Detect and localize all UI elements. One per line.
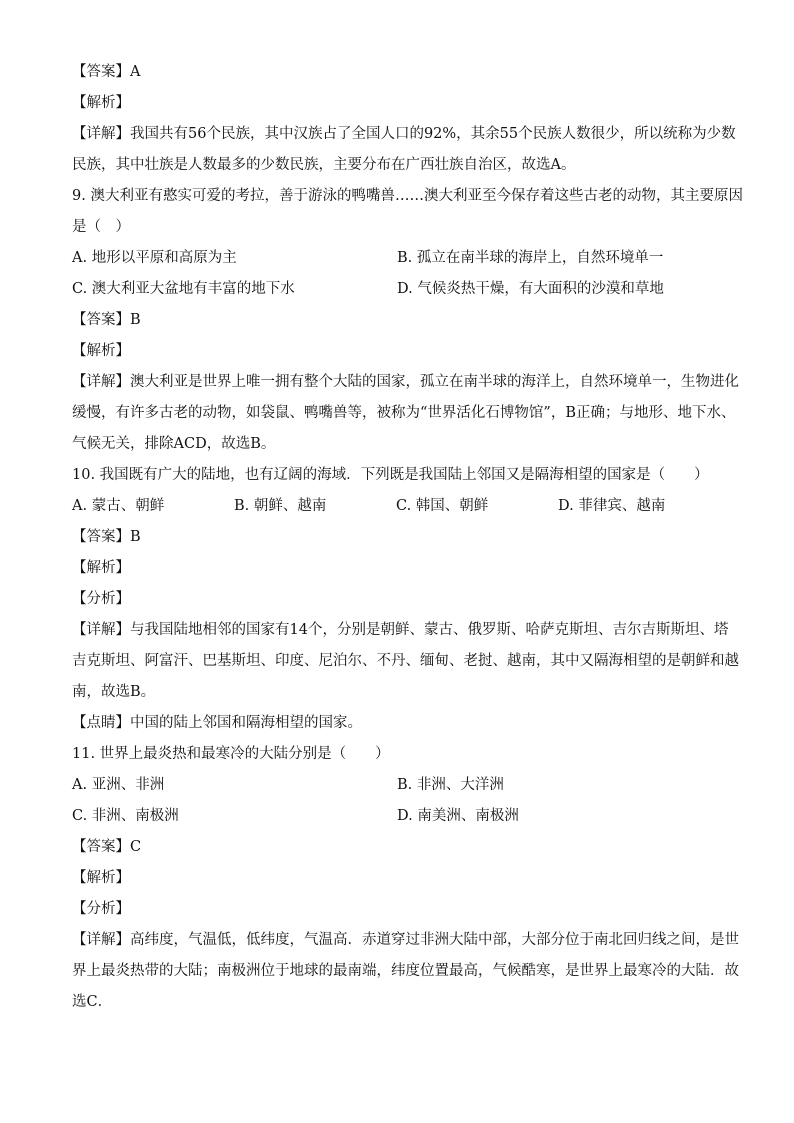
detail-line	[72, 434, 732, 465]
detail-text: 中国的陆上邻国和隔海相望的国家。	[130, 715, 362, 731]
option-item: B. 非洲、大洋洲	[397, 777, 504, 793]
section-tag: 【解析】	[72, 95, 130, 111]
question-text: 是（ ）	[72, 219, 130, 235]
question-text: 9. 澳大利亚有憨实可爱的考拉，善于游泳的鸭嘴兽……澳大利亚至今保存着这些古老的动物，其主要原因	[72, 188, 743, 204]
detail-text: 我国共有56个民族，其中汉族占了全国人口的92%，其余55个民族人数很少，所以统称为少数	[130, 126, 736, 142]
option-item: D. 南美洲、南极洲	[397, 808, 519, 824]
option-item: C. 澳大利亚大盆地有丰富的地下水	[72, 281, 295, 297]
detail-text: 与我国陆地相邻的国家有14个，分别是朝鲜、蒙古、俄罗斯、哈萨克斯坦、吉尔吉斯斯坦、塔	[130, 622, 729, 638]
option-item: A. 地形以平原和高原为主	[72, 250, 237, 266]
detail-tag: 【详解】	[72, 932, 130, 948]
detail-line	[72, 992, 732, 1023]
detail-text: 民族，其中壮族是人数最多的少数民族，主要分布在广西壮族自治区，故选A。	[72, 157, 576, 173]
detail-text: 澳大利亚是世界上唯一拥有整个大陆的国家，孤立在南半球的海洋上，自然环境单一，生物进化	[130, 374, 739, 390]
option-item: C. 韩国、朝鲜	[396, 498, 489, 514]
answer-value: A	[130, 64, 141, 80]
detail-line	[72, 682, 732, 713]
detail-tag: 【点睛】	[72, 715, 130, 731]
detail-text: 南，故选B。	[72, 684, 156, 700]
detail-text: 界上最炎热带的大陆；南极洲位于地球的最南端，纬度位置最高，气候酷寒，是世界上最寒冷的大陆．故	[72, 963, 739, 979]
detail-text: 缓慢，有许多古老的动物，如袋鼠、鸭嘴兽等，被称为“世界活化石博物馆”，B正确；与地形、地下水、	[72, 405, 736, 421]
option-item: B. 孤立在南半球的海岸上，自然环境单一	[397, 250, 664, 266]
section-tag: 【解析】	[72, 560, 130, 576]
answer-tag: 【答案】	[72, 529, 130, 545]
answer-value: B	[130, 312, 141, 328]
option-item: B. 朝鲜、越南	[234, 498, 327, 514]
option-item: A. 蒙古、朝鲜	[72, 498, 165, 514]
option-row	[72, 496, 732, 527]
detail-tag: 【详解】	[72, 126, 130, 142]
section-tag: 【分析】	[72, 591, 130, 607]
section-tag: 【解析】	[72, 870, 130, 886]
answer-tag: 【答案】	[72, 64, 130, 80]
option-item: D. 菲律宾、越南	[558, 498, 666, 514]
answer-line	[72, 527, 732, 558]
option-row	[72, 248, 732, 279]
question-text: 10. 我国既有广大的陆地，也有辽阔的海域．下列既是我国陆上邻国又是隔海相望的国家是（ ）	[72, 467, 709, 483]
detail-line	[72, 403, 736, 434]
option-item: C. 非洲、南极洲	[72, 808, 179, 824]
detail-line	[72, 651, 739, 682]
detail-line	[72, 961, 739, 992]
answer-value: B	[130, 529, 141, 545]
detail-line	[72, 372, 739, 403]
detail-text: 高纬度，气温低，低纬度，气温高．赤道穿过非洲大陆中部，大部分位于南北回归线之间，是世	[130, 932, 739, 948]
detail-text: 吉克斯坦、阿富汗、巴基斯坦、印度、尼泊尔、不丹、缅甸、老挝、越南，其中又隔海相望的是朝鲜和越	[72, 653, 739, 669]
detail-text: 气候无关，排除ACD，故选B。	[72, 436, 276, 452]
answer-line	[72, 837, 732, 868]
detail-line	[72, 930, 739, 961]
section-tag: 【分析】	[72, 901, 130, 917]
option-item: A. 亚洲、非洲	[72, 777, 165, 793]
answer-tag: 【答案】	[72, 839, 130, 855]
answer-value: C	[130, 839, 142, 855]
answer-line	[72, 310, 732, 341]
question-text: 11. 世界上最炎热和最寒冷的大陆分别是（ ）	[72, 746, 390, 762]
detail-line	[72, 713, 732, 744]
detail-tag: 【详解】	[72, 374, 130, 390]
section-tag: 【解析】	[72, 343, 130, 359]
detail-line	[72, 124, 736, 155]
detail-tag: 【详解】	[72, 622, 130, 638]
document-page	[72, 62, 743, 1023]
answer-line	[72, 62, 732, 93]
detail-text: 选C．	[72, 994, 113, 1010]
answer-tag: 【答案】	[72, 312, 130, 328]
option-row	[72, 806, 732, 837]
detail-line	[72, 155, 732, 186]
option-item: D. 气候炎热干燥，有大面积的沙漠和草地	[397, 281, 664, 297]
option-row	[72, 775, 732, 806]
detail-line	[72, 620, 732, 651]
option-row	[72, 279, 732, 310]
